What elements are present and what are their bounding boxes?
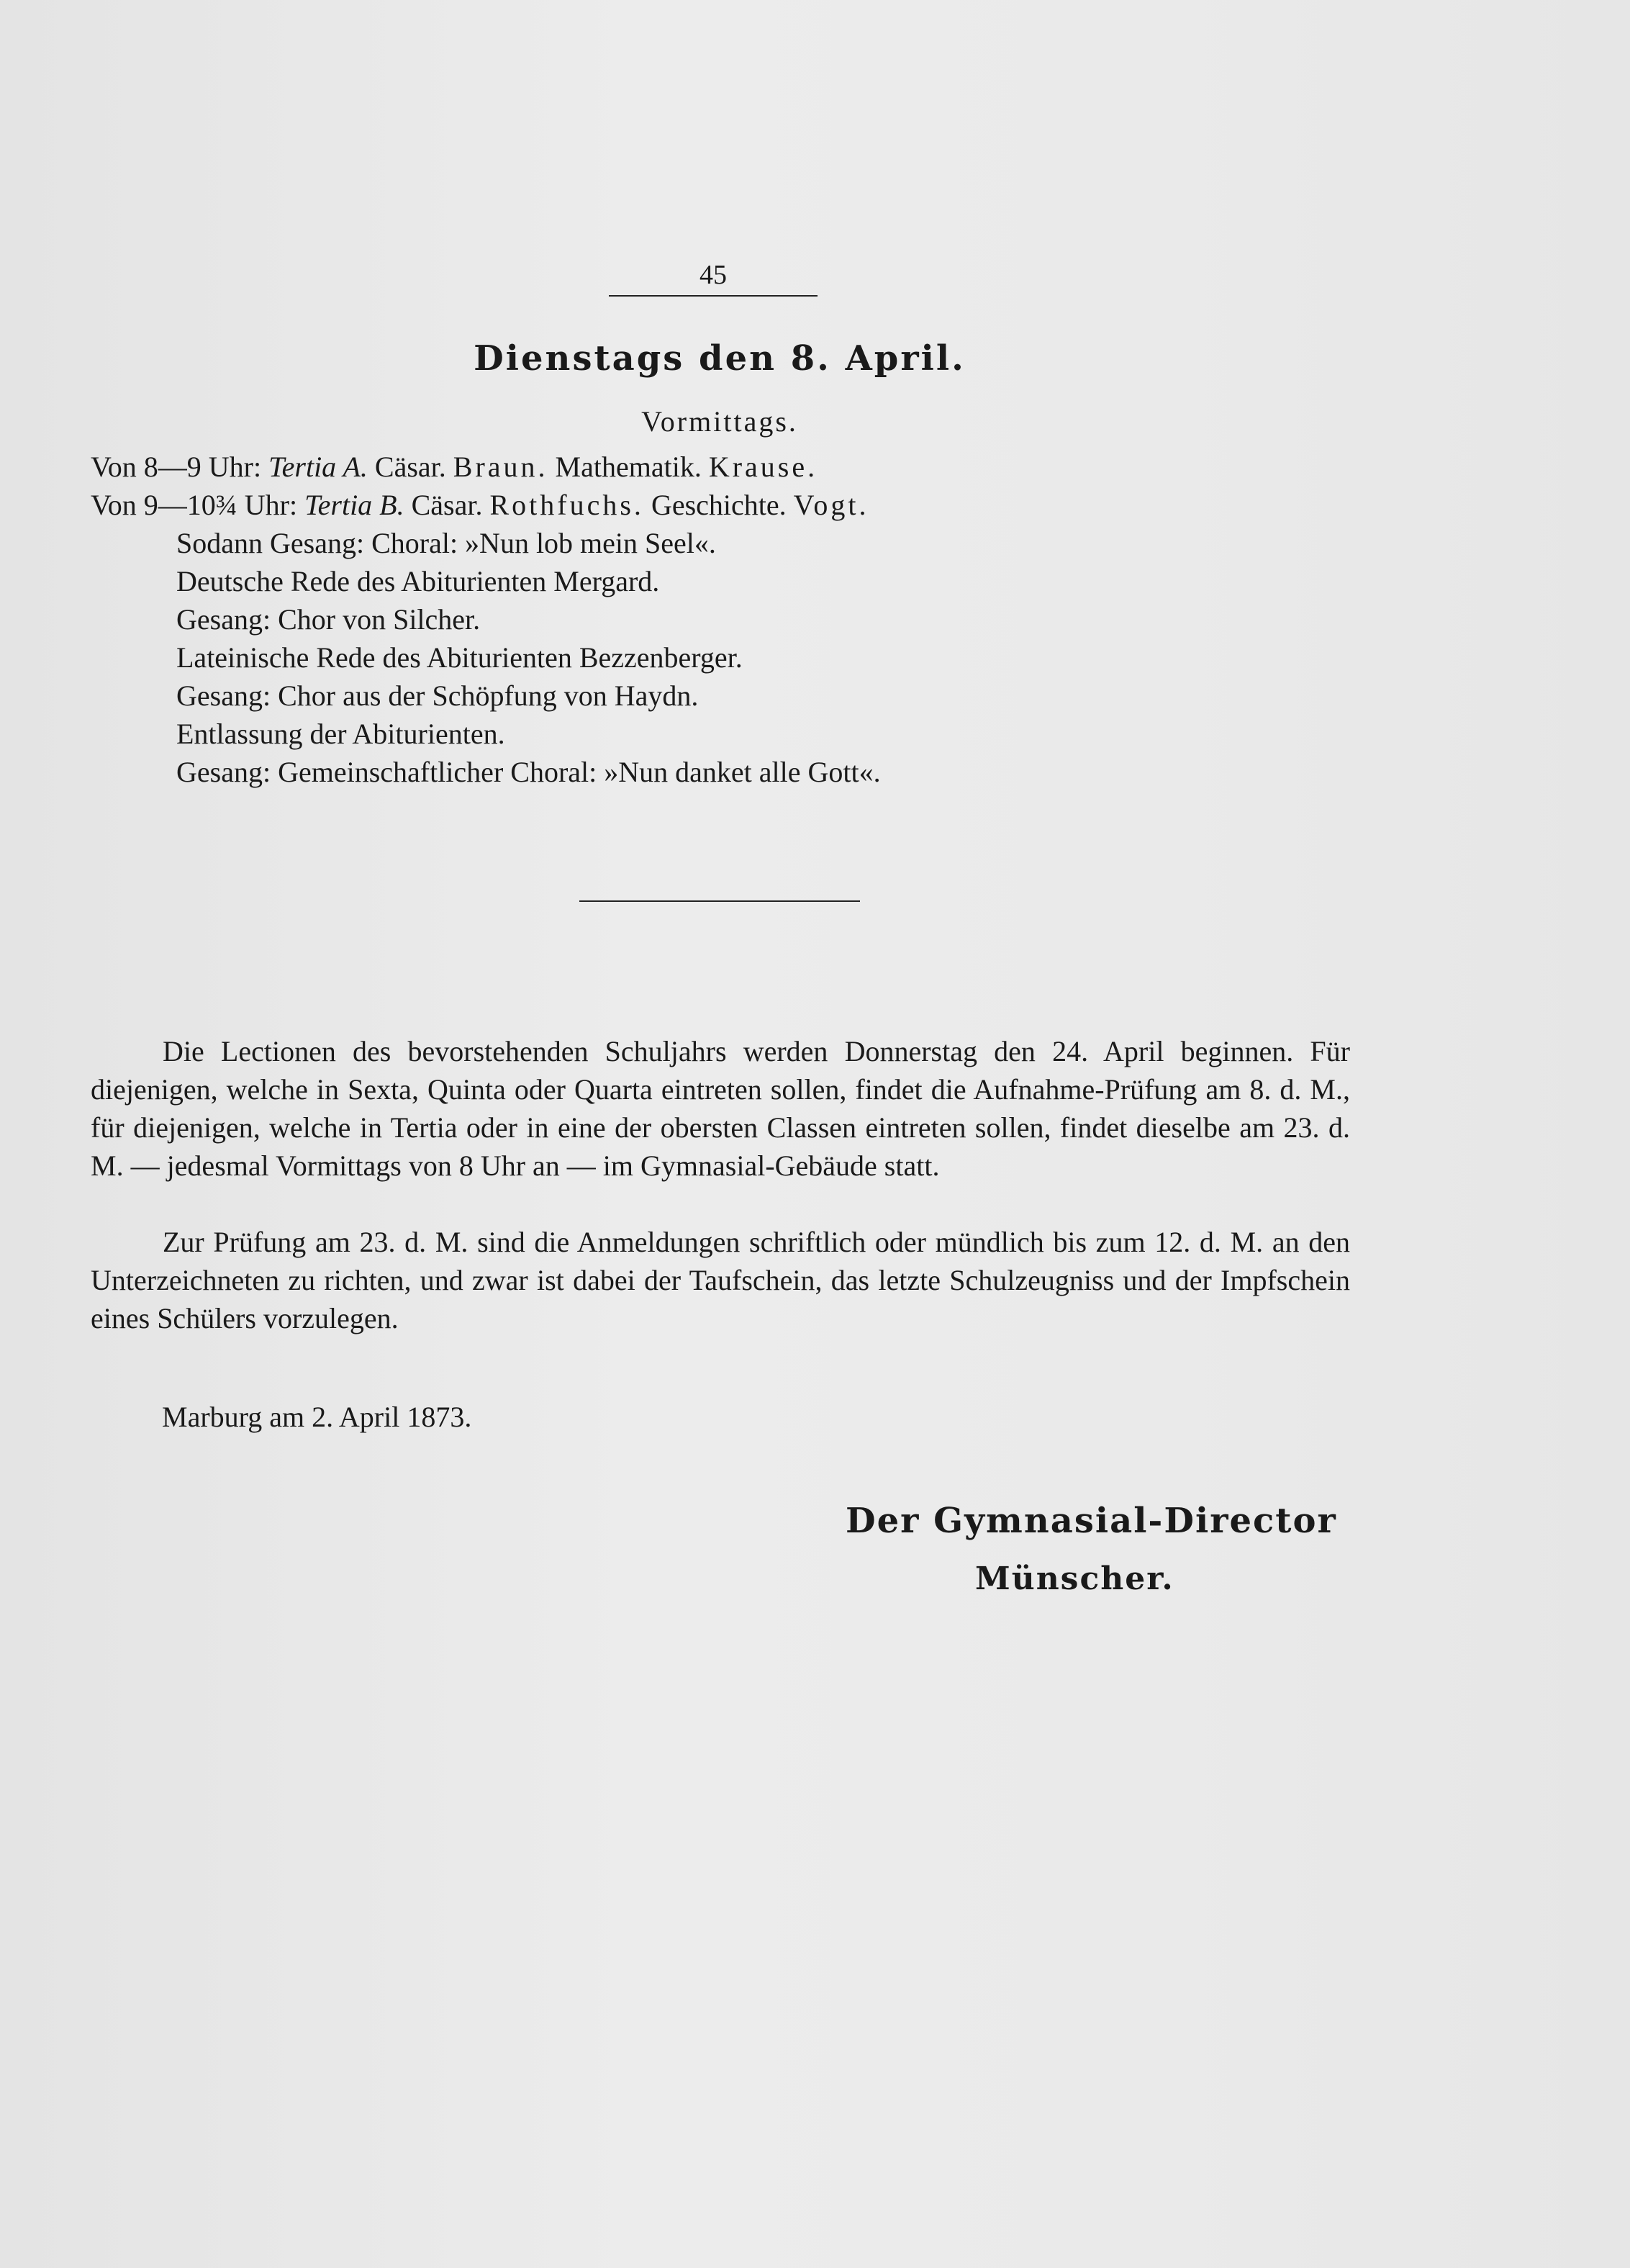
registration-paragraph — [91, 1223, 1350, 1337]
paragraph-text: Die Lectionen des bevorstehenden Schuljahrs werden Donnerstag den 24. April beginnen. Für diejenigen, welche in Sexta, Quinta oder Quarta eintreten sollen, findet die Aufnahme-Prüfung am 8. d. M., für diejenigen, welche in Tertia oder in eine der obersten Classen eintreten sollen, findet dieselbe am 23. d. M. — jedesmal Vormittags von 8 Uhr an — im Gymnasial-Gebäude statt. — [91, 1035, 1350, 1182]
schedule-time: Von 8—9 Uhr: — [91, 451, 262, 483]
program-item: Gesang: Chor von Silcher. — [176, 603, 481, 636]
program-item: Deutsche Rede des Abiturienten Mergard. — [176, 565, 660, 597]
page-number: 45 — [699, 260, 727, 290]
program-item: Lateinische Rede des Abiturienten Bezzenberger. — [176, 641, 743, 674]
schedule-subject: Cäsar. — [411, 489, 483, 521]
schedule-teacher: Braun. — [453, 451, 548, 483]
schedule-class: Tertia B. — [304, 489, 404, 521]
program-item: Entlassung der Abiturienten. — [176, 718, 505, 750]
signature-name: Münscher. — [975, 1560, 1174, 1597]
schedule-time: Von 9—10¾ Uhr: — [91, 489, 298, 521]
announcement-paragraph — [91, 1032, 1350, 1185]
signature-title: Der Gymnasial-Director — [846, 1501, 1337, 1541]
program-item: Gesang: Chor aus der Schöpfung von Haydn. — [176, 679, 699, 712]
schedule-subject: Cäsar. — [374, 451, 446, 483]
schedule-teacher: Krause. — [708, 451, 818, 483]
place-date-line: Marburg am 2. April 1873. — [162, 1401, 472, 1433]
schedule-subject: Mathematik. — [555, 451, 702, 483]
program-item: Gesang: Gemeinschaftlicher Choral: »Nun danket alle Gott«. — [176, 756, 881, 788]
schedule-line — [91, 448, 818, 486]
program-item: Sodann Gesang: Choral: »Nun lob mein Seel«. — [176, 527, 716, 559]
schedule-subject: Geschichte. — [651, 489, 787, 521]
section-heading: Dienstags den 8. April. — [474, 338, 966, 379]
schedule-class: Tertia A. — [268, 451, 368, 483]
schedule-line — [91, 486, 869, 524]
section-subheading: Vormittags. — [641, 405, 798, 438]
section-divider — [579, 900, 860, 902]
schedule-teacher: Vogt. — [793, 489, 869, 521]
page-number-rule — [609, 295, 818, 297]
paragraph-text: Zur Prüfung am 23. d. M. sind die Anmeldungen schriftlich oder mündlich bis zum 12. d. M. an den Unterzeichneten zu richten, und zwar ist dabei der Taufschein, das letzte Schulzeugniss und der Impfschein eines Schülers vorzulegen. — [91, 1226, 1350, 1334]
schedule-teacher: Rothfuchs. — [489, 489, 644, 521]
